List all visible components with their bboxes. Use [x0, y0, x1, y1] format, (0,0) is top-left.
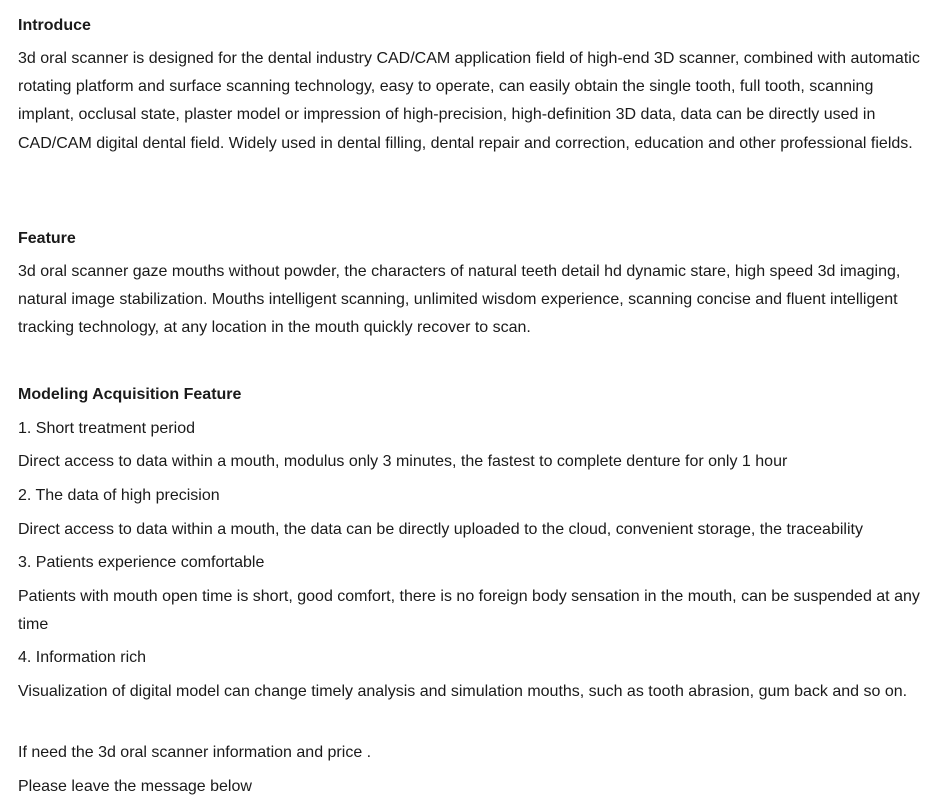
- modeling-item-text: Direct access to data within a mouth, modulus only 3 minutes, the fastest to complete denture for only 1 hour: [18, 453, 788, 470]
- modeling-item-text: Visualization of digital model can change timely analysis and simulation mouths, such as tooth abrasion, gum back and so on.: [18, 683, 908, 700]
- modeling-item-title: 3. Patients experience comfortable: [18, 554, 265, 571]
- modeling-item-title: 4. Information rich: [18, 649, 147, 666]
- modeling-item-title: 1. Short treatment period: [18, 420, 195, 437]
- feature-paragraph: 3d oral scanner gaze mouths without powder, the characters of natural teeth detail hd dynamic stare, high speed 3d imaging, natural image stabilization. Mouths intelligent scanning, unlimited wisdom experience, scanning concise and fluent intelligent tracking technology, at any location in the mouth quickly recover to scan.: [18, 263, 901, 337]
- modeling-item-text: Patients with mouth open time is short, good comfort, there is no foreign body sensation in the mouth, can be suspended at any time: [18, 588, 920, 634]
- introduce-heading: Introduce: [18, 17, 91, 34]
- closing-price-text: If need the 3d oral scanner information and price .: [18, 744, 372, 761]
- introduce-paragraph: 3d oral scanner is designed for the dental industry CAD/CAM application field of high-end 3D scanner, combined with automatic rotating platform and surface scanning technology, easy to operate, can easily obtain the single tooth, full tooth, scanning implant, occlusal state, plaster model or impression of high-precision, high-definition 3D data, data can be directly used in CAD/CAM digital dental field. Widely used in dental filling, dental repair and correction, education and other professional fields.: [18, 50, 920, 152]
- modeling-item-text: Direct access to data within a mouth, the data can be directly uploaded to the cloud, convenient storage, the traceability: [18, 521, 863, 538]
- feature-heading: Feature: [18, 230, 76, 247]
- closing-message-text: Please leave the message below: [18, 778, 252, 795]
- modeling-heading: Modeling Acquisition Feature: [18, 386, 242, 403]
- modeling-item-title: 2. The data of high precision: [18, 487, 220, 504]
